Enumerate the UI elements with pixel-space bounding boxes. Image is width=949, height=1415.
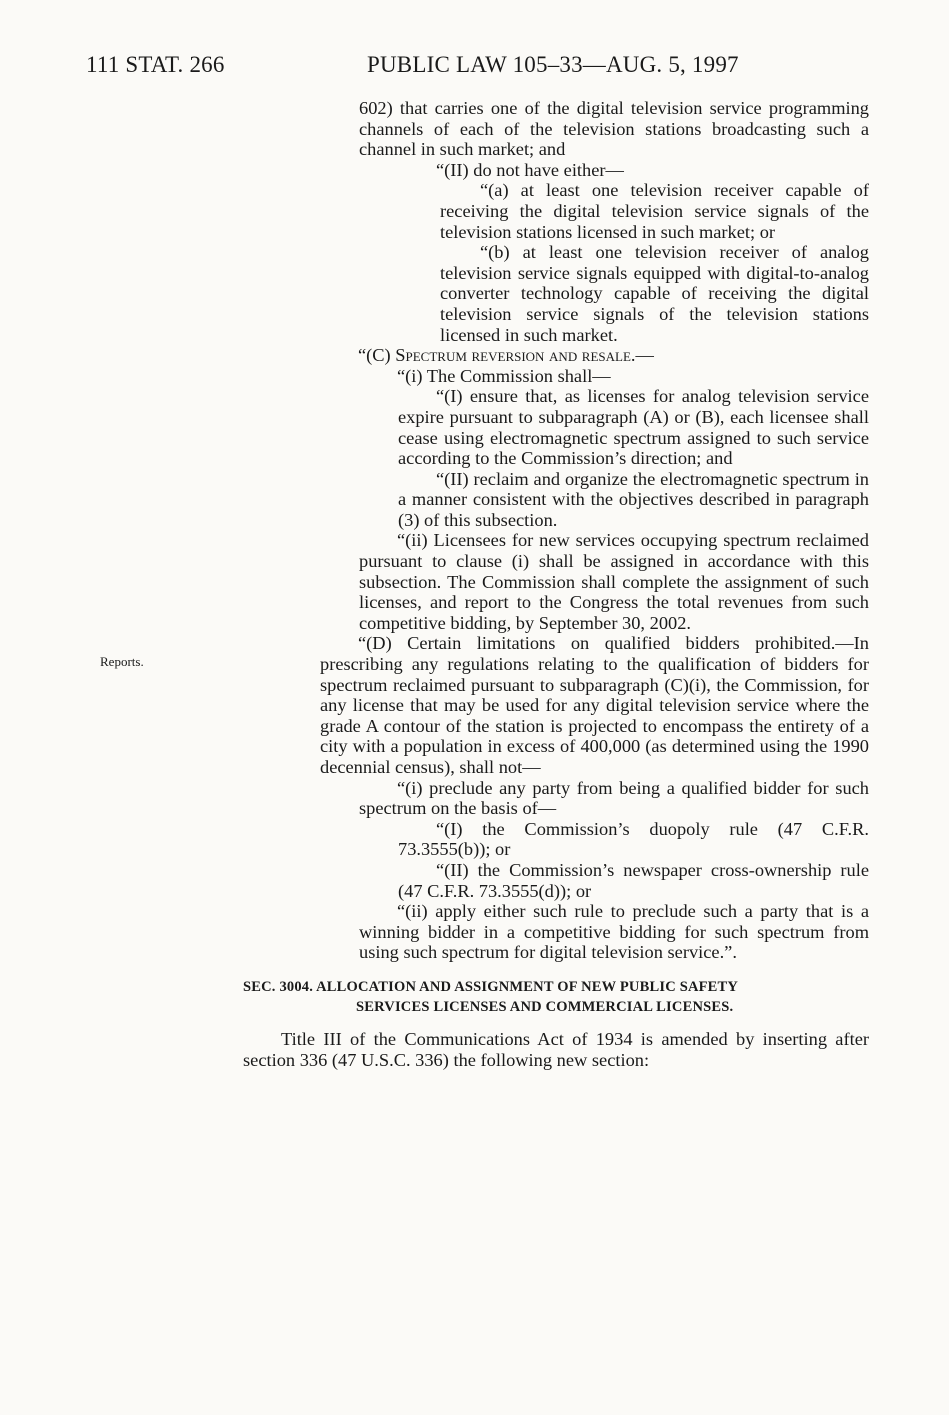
clause-ii-apply: “(ii) apply either such rule to preclude such a party that is a winning bidder in a competitive bidding for such spectrum from using such spectrum for digital television service.”. xyxy=(359,901,869,963)
subclause-II: “(II) do not have either— xyxy=(436,159,624,180)
item-b: “(b) at least one television receiver of analog television service signals equipped with digital-to-analog converter technology capable of receiving the digital television service signals of the television stations licensed in such market. xyxy=(440,242,869,345)
margin-note: Reports. xyxy=(100,654,144,669)
clause-i-preclude: “(i) preclude any party from being a qualified bidder for such spectrum on the basis of— xyxy=(359,777,869,819)
running-header: PUBLIC LAW 105–33—AUG. 5, 1997 xyxy=(367,52,739,77)
clause-ii-licensees: “(ii) Licensees for new services occupying spectrum reclaimed pursuant to clause (i) shall be assigned in accordance with this subsection. The Commission shall complete the assignment of such licenses, and report to the Congress the total revenues from such competitive bidding, by September 30, 2002. xyxy=(359,530,869,633)
item-a: “(a) at least one television receiver capable of receiving the digital television service signals of the television stations licensed in such market; or xyxy=(440,180,869,242)
subparagraph-D: “(D) Certain limitations on qualified bidders prohibited.—In prescribing any regulations relating to the qualification of bidders for spectrum reclaimed pursuant to subparagraph (C)(i), the Commission, for any license that may be used for any digital television service where the grade A contour of the station is projected to encompass the entirety of a city with a population in excess of 400,000 (as determined using the 1990 decennial census), shall not— xyxy=(320,633,869,777)
subclause-I-duopoly: “(I) the Commission’s duopoly rule (47 C.F.R. 73.3555(b)); or xyxy=(398,818,869,860)
section-intro: Title III of the Communications Act of 1934 is amended by inserting after section 336 (47 U.S.C. 336) the following new section: xyxy=(243,1028,869,1070)
page-reference: 111 STAT. 266 xyxy=(86,52,225,77)
subparagraph-C-heading: “(C) Spectrum reversion and resale.— xyxy=(358,345,654,366)
statute-text xyxy=(0,98,949,1070)
subclause-I: “(I) ensure that, as licenses for analog television service expire pursuant to subparagraph (A) or (B), each licensee shall cease using electromagnetic spectrum assigned to such service according to the Commission’s direction; and xyxy=(398,386,869,469)
section-heading-line1: SEC. 3004. ALLOCATION AND ASSIGNMENT OF NEW PUBLIC SAFETY xyxy=(243,978,739,995)
subclause-II-cross-ownership: “(II) the Commission’s newspaper cross-ownership rule (47 C.F.R. 73.3555(d)); or xyxy=(398,859,869,901)
section-heading xyxy=(243,977,869,1017)
paragraph-continuation: 602) that carries one of the digital television service programming channels of each of the television stations broadcasting such a channel in such market; and xyxy=(359,98,869,160)
section-heading-line2: SERVICES LICENSES AND COMMERCIAL LICENSES. xyxy=(356,998,734,1015)
clause-i: “(i) The Commission shall— xyxy=(397,365,611,386)
subclause-II-reclaim: “(II) reclaim and organize the electromagnetic spectrum in a manner consistent with the objectives described in paragraph (3) of this subsection. xyxy=(398,468,869,530)
